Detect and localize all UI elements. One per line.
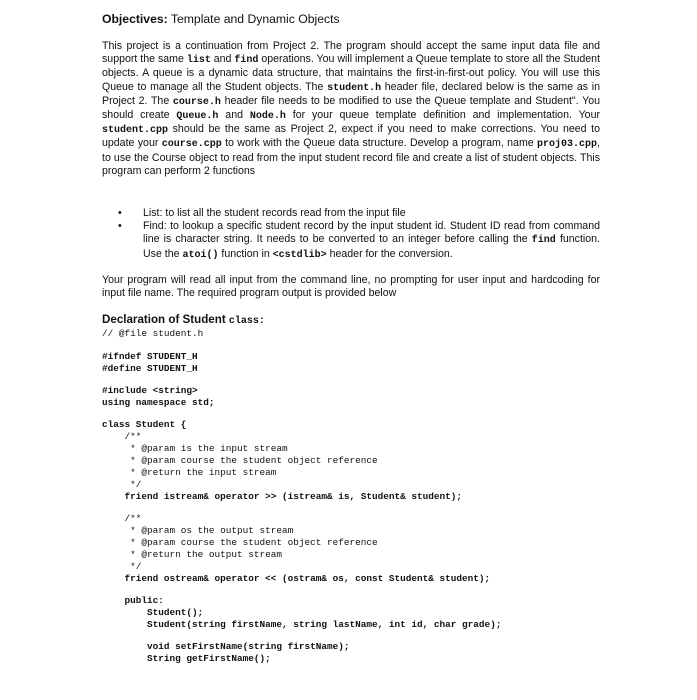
intro-text: for your queue template definition and implementation. Your bbox=[285, 109, 600, 122]
code-line: Student(string firstName, string lastName, int id, char grade); bbox=[102, 619, 502, 630]
list-item-text: Find: to lookup a specific student record by the input student id. Student ID read from command line is character string. It needs to be converted to an integer before calling the bbox=[143, 220, 600, 246]
code-comment: * @param os the output stream bbox=[102, 525, 294, 536]
list-item-text: function in bbox=[218, 247, 273, 260]
code-line: #define STUDENT_H bbox=[102, 363, 198, 374]
list-item-find bbox=[118, 220, 600, 262]
intro-text: to work with the Queue data structure. Develop a program, name bbox=[221, 137, 538, 150]
intro-text: and bbox=[218, 109, 250, 122]
function-list bbox=[118, 207, 600, 262]
list-item-text: function. Use the bbox=[143, 233, 600, 260]
inline-code: course.h bbox=[172, 96, 221, 108]
declaration-heading-text: Declaration of Student bbox=[102, 313, 229, 326]
inline-code: list bbox=[186, 55, 211, 67]
declaration-heading-code: class: bbox=[228, 316, 265, 327]
inline-code: atoi() bbox=[182, 249, 219, 261]
code-line: #include <string> bbox=[102, 385, 198, 396]
inline-code: student.cpp bbox=[102, 125, 169, 137]
code-line: String getFirstName(); bbox=[102, 653, 271, 664]
code-comment: */ bbox=[102, 479, 142, 490]
inline-code: Node.h bbox=[249, 111, 286, 123]
code-line: Student(); bbox=[102, 607, 204, 618]
inline-code: Queue.h bbox=[176, 111, 219, 123]
objectives-line bbox=[102, 12, 340, 27]
code-line: friend ostream& operator << (ostram& os, const Student& student); bbox=[102, 573, 491, 584]
code-line: // @file student.h bbox=[102, 328, 204, 339]
code-comment: */ bbox=[102, 561, 142, 572]
inline-code: <cstdlib> bbox=[272, 249, 327, 261]
intro-text: header file needs to be modified to use the Queue template and Student". You should create bbox=[102, 94, 600, 122]
intro-text: operations. You will implement a Queue template to store all the Student objects. A queue is a dynamic data structure, that maintains the first-in-first-out policy. You will use this Queue to manage all the Student objects. The bbox=[102, 53, 601, 93]
code-comment: * @return the input stream bbox=[102, 467, 277, 478]
bullet-icon: • bbox=[118, 207, 122, 219]
code-line: void setFirstName(string firstName); bbox=[102, 641, 350, 652]
code-comment: /** bbox=[102, 513, 142, 524]
closing-paragraph: Your program will read all input from the command line, no prompting for user input and hardcoding for input file name. The required program output is provided below bbox=[102, 274, 600, 300]
intro-text: should be the same as Project 2, expect if you need to make corrections. You need to update your bbox=[102, 123, 600, 150]
objectives-label: Objectives: bbox=[102, 12, 168, 26]
inline-code: course.cpp bbox=[161, 139, 222, 151]
code-comment: /** bbox=[102, 431, 142, 442]
code-line: #ifndef STUDENT_H bbox=[102, 351, 198, 362]
code-comment: * @param course the student object reference bbox=[102, 537, 378, 548]
inline-code: student.h bbox=[327, 82, 382, 94]
code-line: class Student { bbox=[102, 419, 187, 430]
list-item-text: header for the conversion. bbox=[326, 247, 453, 260]
bullet-icon: • bbox=[118, 220, 122, 233]
objectives-title: Template and Dynamic Objects bbox=[170, 12, 340, 26]
list-item-list bbox=[118, 207, 600, 220]
code-line: using namespace std; bbox=[102, 397, 215, 408]
code-line: friend istream& operator >> (istream& is, Student& student); bbox=[102, 491, 463, 502]
declaration-heading bbox=[102, 313, 265, 329]
code-comment: * @return the output stream bbox=[102, 549, 283, 560]
intro-text: header file, declared below is the same as in Project 2. The bbox=[102, 80, 601, 107]
intro-text: and bbox=[210, 53, 235, 66]
code-comment: * @param course the student object reference bbox=[102, 455, 378, 466]
inline-code: find bbox=[531, 235, 556, 247]
code-comment: * @param is the input stream bbox=[102, 443, 288, 454]
inline-code: find bbox=[234, 55, 259, 67]
intro-text: This project is a continuation from Project 2. The program should accept the same input data file and support the same bbox=[102, 40, 600, 66]
intro-paragraph bbox=[102, 40, 600, 178]
intro-text: , to use the Course object to read from the input student record file and create a list of student objects. This program can perform 2 functions bbox=[102, 137, 600, 177]
inline-code: proj03.cpp bbox=[537, 139, 598, 151]
list-item-text: List: to list all the student records read from the input file bbox=[143, 207, 406, 219]
code-line: public: bbox=[102, 595, 164, 606]
